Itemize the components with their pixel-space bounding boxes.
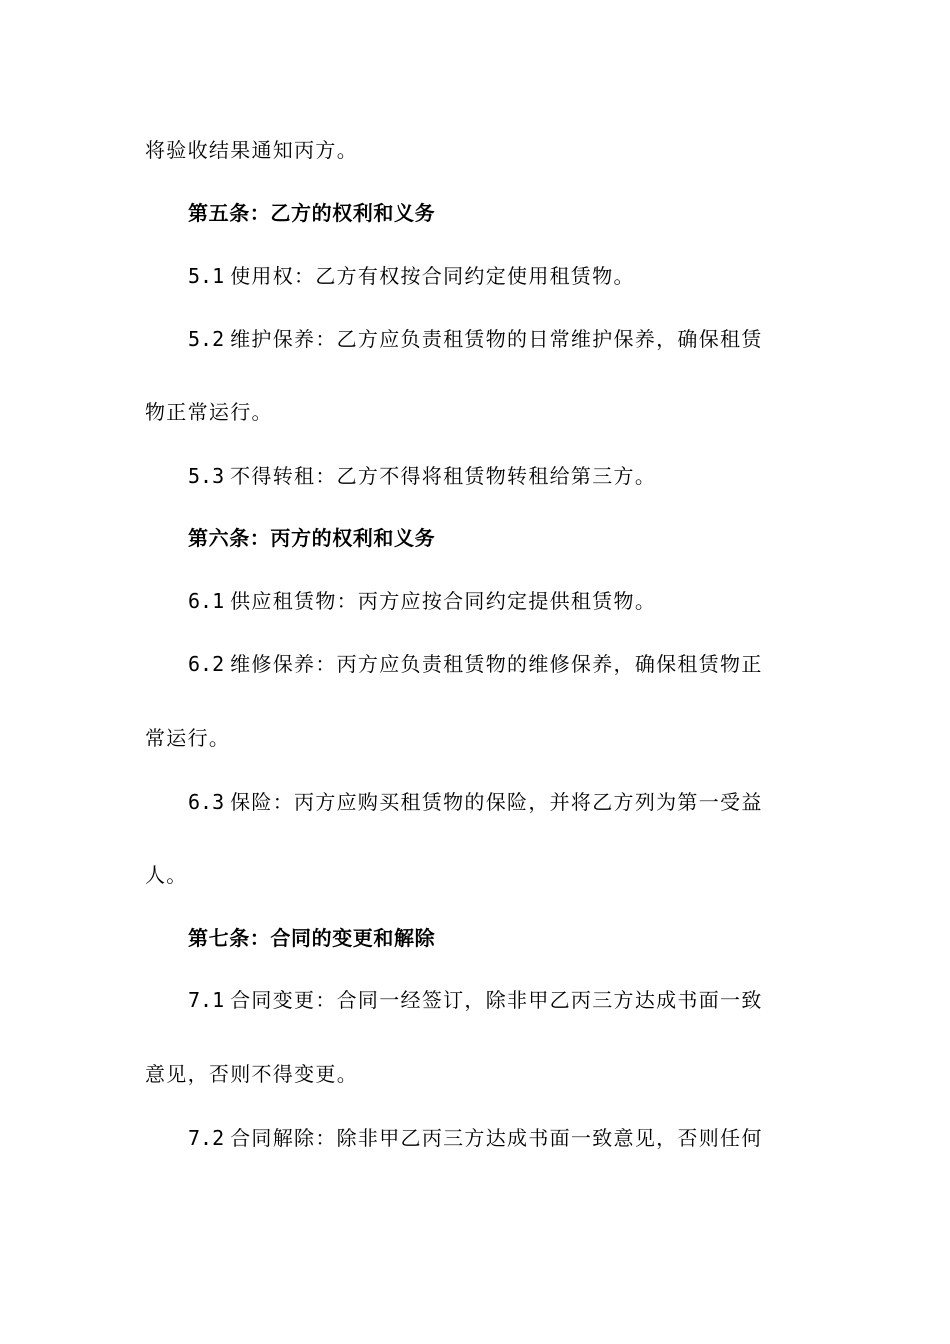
clause-number: 6.1 [188,589,225,613]
clause-number: 5.3 [188,464,225,488]
clause-5-2-continuation [145,398,810,426]
clause-text: 合同解除：除非甲乙丙三方达成书面一致意见，否则任何 [230,1126,763,1150]
paragraph-continuation [145,136,810,164]
clause-text: 使用权：乙方有权按合同约定使用租赁物。 [230,264,635,288]
line-text: 将验收结果通知丙方。 [145,138,358,162]
line-text: 物正常运行。 [145,400,273,424]
section-heading-article-6 [188,524,853,552]
clause-text: 维护保养：乙方应负责租赁物的日常维护保养，确保租赁 [230,327,763,351]
clause-text: 维修保养：丙方应负责租赁物的维修保养，确保租赁物正 [230,652,763,676]
clause-number: 5.1 [188,264,225,288]
clause-number: 6.3 [188,790,225,814]
clause-text: 合同变更：合同一经签订，除非甲乙丙三方达成书面一致 [230,988,763,1012]
clause-number: 7.1 [188,988,225,1012]
clause-7-1-continuation [145,1060,810,1088]
heading-text: 第五条：乙方的权利和义务 [188,201,436,225]
clause-7-1 [188,986,853,1014]
clause-number: 7.2 [188,1126,225,1150]
clause-7-2 [188,1124,853,1152]
clause-number: 6.2 [188,652,225,676]
clause-6-2-continuation [145,724,810,752]
line-text: 意见，否则不得变更。 [145,1062,358,1086]
clause-5-3 [188,462,853,490]
clause-5-1 [188,262,853,290]
line-text: 人。 [145,863,188,887]
section-heading-article-7 [188,924,853,952]
clause-6-3-continuation [145,861,810,889]
clause-5-2 [188,325,853,353]
heading-text: 第七条：合同的变更和解除 [188,926,436,950]
clause-6-3 [188,788,853,816]
clause-text: 保险：丙方应购买租赁物的保险，并将乙方列为第一受益 [230,790,763,814]
clause-number: 5.2 [188,327,225,351]
heading-text: 第六条：丙方的权利和义务 [188,526,436,550]
clause-6-2 [188,650,853,678]
clause-text: 供应租赁物：丙方应按合同约定提供租赁物。 [230,589,657,613]
clause-text: 不得转租：乙方不得将租赁物转租给第三方。 [230,464,657,488]
line-text: 常运行。 [145,726,231,750]
clause-6-1 [188,587,853,615]
section-heading-article-5 [188,199,853,227]
